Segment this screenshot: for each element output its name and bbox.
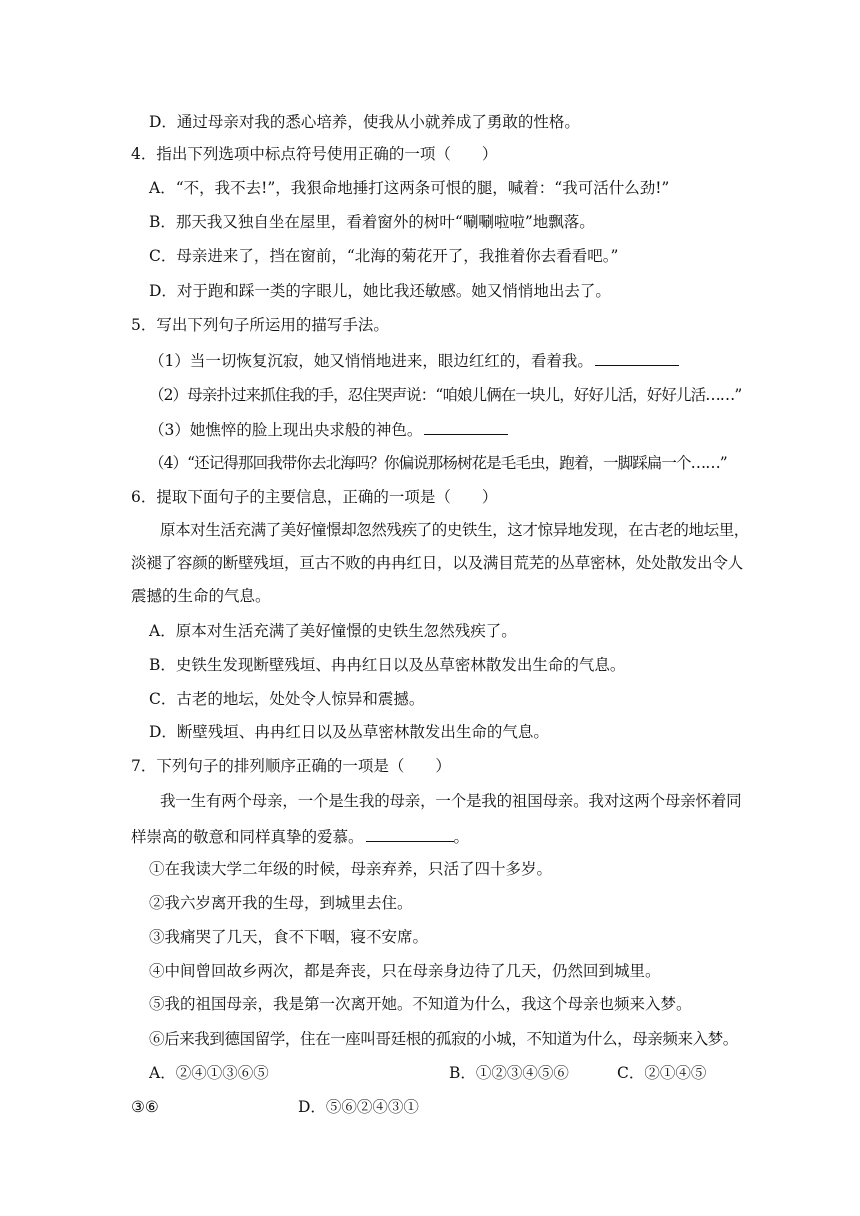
q6-passage-line-3: 震撼的生命的气息。 [131, 587, 271, 605]
q6-passage-line-2: 淡褪了容颜的断壁残垣，亘古不败的冉冉红日，以及满目荒芜的丛草密林，处处散发出令人 [131, 554, 744, 572]
q4-option-d: D．对于跑和踩一类的字眼儿，她比我还敏感。她又悄悄地出去了。 [149, 282, 611, 300]
q3-option-d: D．通过母亲对我的悉心培养，使我从小就养成了勇敢的性格。 [149, 113, 580, 131]
q7-option-b: B．①②③④⑤⑥ [449, 1064, 569, 1082]
q7-sentence-6: ⑥后来我到德国留学，住在一座叫哥廷根的孤寂的小城，不知道为什么，母亲频来入梦。 [149, 1030, 738, 1048]
q7-passage-line-1: 我一生有两个母亲，一个是生我的母亲，一个是我的祖国母亲。我对这两个母亲怀着同 [160, 792, 742, 810]
q7-option-a: A．②④①③⑥⑤ [149, 1064, 269, 1082]
q5-item-4: （4）“还记得那回我带你去北海吗？你偏说那杨树花是毛毛虫，跑着，一脚踩扁一个……” [149, 454, 727, 472]
q6-option-c: C．古老的地坛，处处令人惊异和震撼。 [149, 690, 425, 708]
q6-passage-line-1: 原本对生活充满了美好憧憬却忽然残疾了的史铁生，这才惊异地发现，在古老的地坛里， [160, 521, 749, 539]
q7-passage-line-2 [131, 825, 469, 848]
question-4: 4．指出下列选项中标点符号使用正确的一项（ ） [131, 145, 498, 163]
q7-sentence-5: ⑤我的祖国母亲，我是第一次离开她。不知道为什么，我这个母亲也频来入梦。 [149, 995, 692, 1013]
q7-option-d: D．⑤⑥②④③① [298, 1098, 419, 1116]
q5-item-1-text: （1）当一切恢复沉寂，她又悄悄地进来，眼边红红的，看着我。 [149, 352, 593, 370]
q5-item-3 [149, 418, 508, 441]
q6-option-d: D．断壁残垣、冉冉红日以及丛草密林散发出生命的气息。 [149, 723, 549, 741]
answer-blank[interactable] [366, 825, 454, 842]
q7-passage-line-2-text: 样崇高的敬意和同样真挚的爱慕。 [131, 828, 364, 846]
q4-option-b: B．那天我又独自坐在屋里，看着窗外的树叶“唰唰啦啦”地飘落。 [149, 213, 595, 231]
q7-option-c: C．②①④⑤ [617, 1064, 707, 1082]
q5-item-3-text: （3）她憔悴的脸上现出央求般的神色。 [149, 421, 423, 439]
q6-option-a: A．原本对生活充满了美好憧憬的史铁生忽然残疾了。 [149, 622, 517, 640]
q5-item-2: （2）母亲扑过来抓住我的手，忍住哭声说：“咱娘儿俩在一块儿，好好儿活，好好儿活……” [149, 386, 742, 404]
question-7: 7．下列句子的排列顺序正确的一项是（ ） [131, 757, 451, 775]
q7-passage-line-2-end: 。 [453, 828, 470, 846]
question-5: 5．写出下列句子所运用的描写手法。 [131, 316, 389, 334]
q7-sentence-2: ②我六岁离开我的生母，到城里去住。 [149, 894, 413, 912]
q4-option-c: C．母亲进来了，挡在窗前，“北海的菊花开了，我推着你去看看吧。” [149, 247, 619, 265]
q4-option-a: A．“不，我不去!”，我狠命地捶打这两条可恨的腿，喊着：“我可活什么劲!” [149, 179, 670, 197]
q7-option-c-continued: ③⑥ [131, 1098, 159, 1116]
q7-sentence-4: ④中间曾回故乡两次，都是奔丧，只在母亲身边待了几天，仍然回到城里。 [149, 962, 661, 980]
q5-item-1 [149, 349, 679, 372]
answer-blank[interactable] [595, 349, 679, 366]
q7-sentence-3: ③我痛哭了几天，食不下咽，寝不安席。 [149, 928, 429, 946]
q6-option-b: B．史铁生发现断壁残垣、冉冉红日以及丛草密林散发出生命的气息。 [149, 656, 626, 674]
q7-sentence-1: ①在我读大学二年级的时候，母亲弃养，只活了四十多岁。 [149, 860, 553, 878]
answer-blank[interactable] [424, 418, 508, 435]
question-6: 6．提取下面句子的主要信息，正确的一项是（ ） [131, 488, 498, 506]
